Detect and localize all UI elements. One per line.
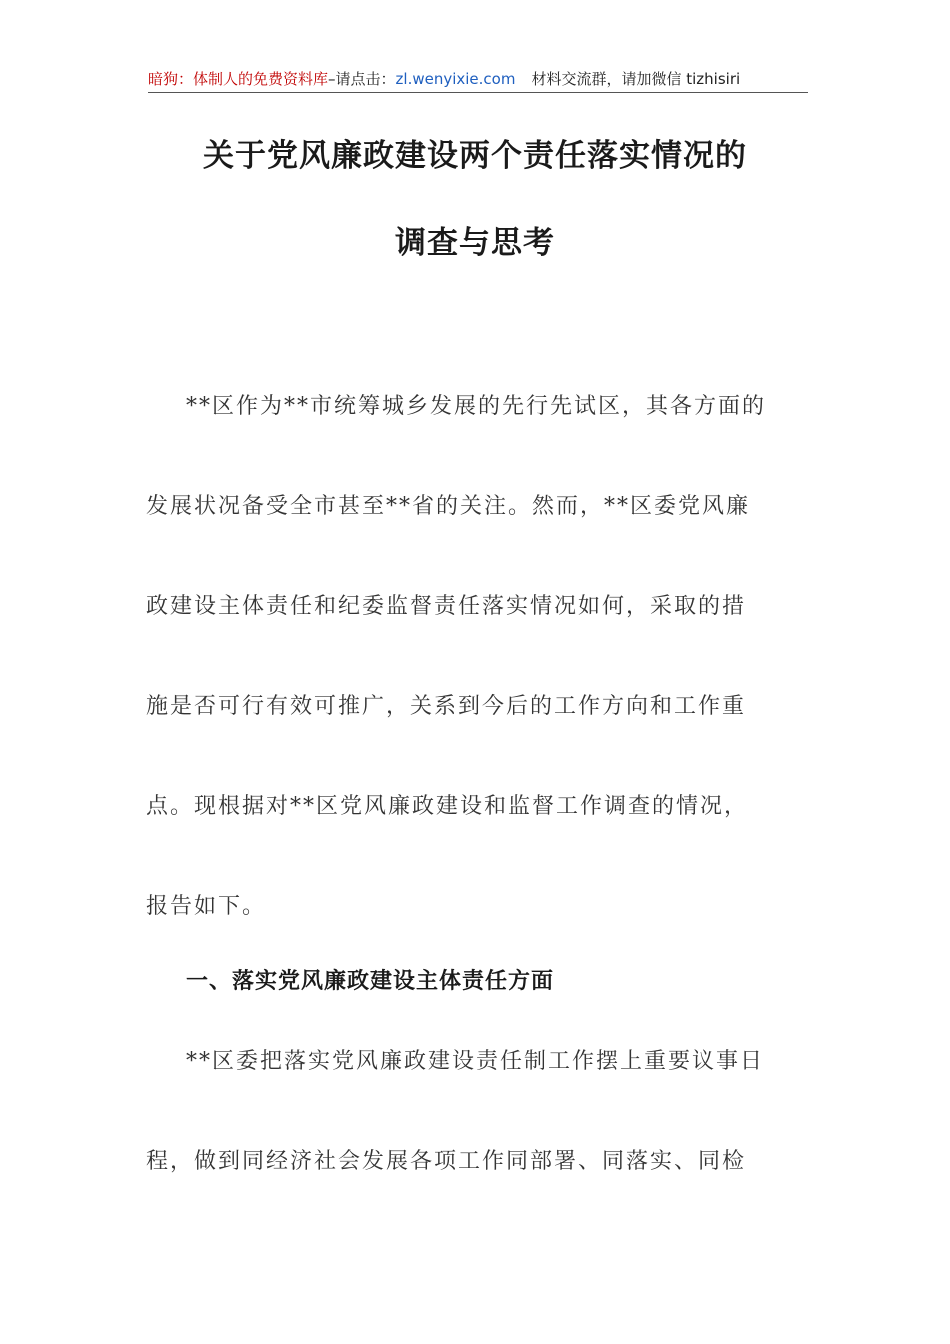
paragraph-line: 程，做到同经济社会发展各项工作同部署、同落实、同检 xyxy=(146,1149,747,1174)
header-url-link[interactable]: zl.wenyixie.com xyxy=(395,70,516,88)
paragraph-line: 点。现根据对**区党风廉政建设和监督工作调查的情况， xyxy=(146,794,749,819)
paragraph-line: **区委把落实党风廉政建设责任制工作摆上重要议事日 xyxy=(186,1049,765,1074)
document-title-line-1: 关于党风廉政建设两个责任落实情况的 xyxy=(203,138,747,174)
document-title-line-2: 调查与思考 xyxy=(395,225,555,261)
paragraph-line: 施是否可行有效可推广，关系到今后的工作方向和工作重 xyxy=(146,694,747,719)
paragraph-line: 报告如下。 xyxy=(146,894,267,919)
paragraph-line: 政建设主体责任和纪委监督责任落实情况如何，采取的措 xyxy=(146,594,747,619)
header-source-label: 暗狗：体制人的免费资料库 xyxy=(148,70,329,88)
paragraph-section-1 xyxy=(146,1012,806,1212)
header-group-text: 材料交流群，请加微信 tizhisiri xyxy=(531,70,741,88)
header-click-label: –请点击： xyxy=(328,70,396,88)
paragraph-line: 发展状况备受全市甚至**省的关注。然而，**区委党风廉 xyxy=(146,494,751,519)
paragraph-line: **区作为**市统筹城乡发展的先行先试区，其各方面的 xyxy=(186,394,767,419)
section-heading: 一、落实党风廉政建设主体责任方面 xyxy=(186,969,555,994)
paragraph-intro xyxy=(146,357,806,957)
page-header xyxy=(148,68,808,93)
